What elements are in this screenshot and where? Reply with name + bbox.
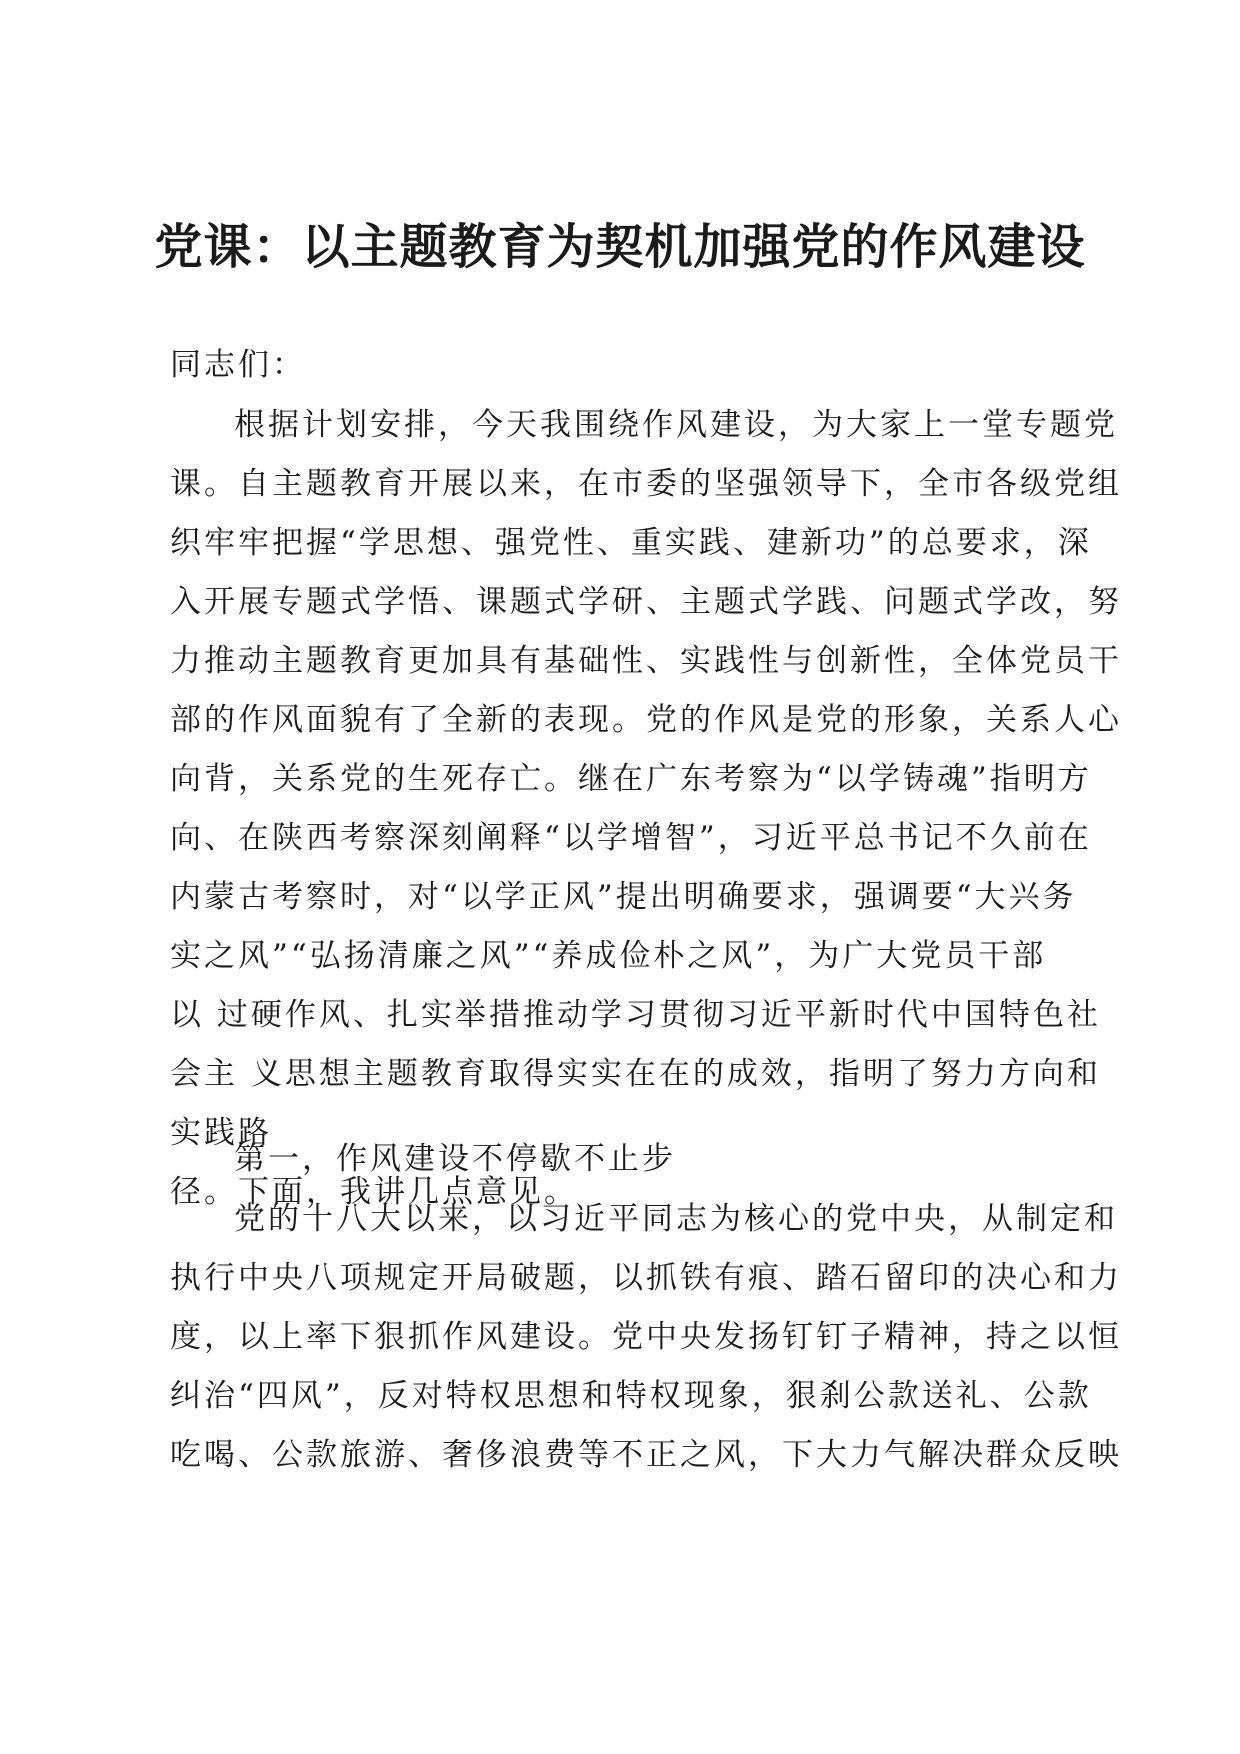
- paragraph-line: 党的十八大以来，以习近平同志为核心的党中央，从制定和: [234, 1201, 1118, 1237]
- paragraph-line: 入开展专题式学悟、课题式学研、主题式学践、问题式学改，努: [170, 584, 1122, 620]
- paragraph-line: 向、在陕西考察深刻阐释“以学增智”，习近平总书记不久前在: [170, 820, 1092, 856]
- paragraph-line: 实践路: [170, 1115, 272, 1151]
- paragraph-line: 力推动主题教育更加具有基础性、实践性与创新性，全体党员干: [170, 643, 1122, 679]
- paragraph-line: 纠治“四风”，反对特权思想和特权现象，狠刹公款送礼、公款: [170, 1378, 1092, 1414]
- document-title: 党课：以主题教育为契机加强党的作风建设: [154, 219, 1086, 275]
- paragraph-1: [170, 396, 1122, 1222]
- paragraph-line: 向背，关系党的生死存亡。继在广东考察为“以学铸魂”指明方: [170, 761, 1092, 797]
- paragraph-2: [170, 1190, 1122, 1485]
- paragraph-line: 实之风”“弘扬清廉之风”“养成俭朴之风”，为广大党员干部: [170, 938, 1047, 974]
- greeting: 同志们：: [170, 347, 306, 383]
- paragraph-line: 部的作风面貌有了全新的表现。党的作风是党的形象，关系人心: [170, 702, 1122, 738]
- paragraph-line: 织牢牢把握“学思想、强党性、重实践、建新功”的总要求，深: [170, 525, 1092, 561]
- paragraph-line: 课。自主题教育开展以来，在市委的坚强领导下，全市各级党组: [170, 466, 1122, 502]
- paragraph-line: 吃喝、公款旅游、奢侈浪费等不正之风，下大力气解决群众反映: [170, 1437, 1122, 1473]
- paragraph-line: 径。下面，我讲几点意见。: [170, 1174, 578, 1210]
- paragraph-line: 以 过硬作风、扎实举措推动学习贯彻习近平新时代中国特色社: [170, 997, 1101, 1033]
- paragraph-line: 度，以上率下狠抓作风建设。党中央发扬钉钉子精神，持之以恒: [170, 1319, 1122, 1355]
- section-heading: 第一，作风建设不停歇不止步: [234, 1141, 676, 1177]
- paragraph-line: 会主 义思想主题教育取得实实在在的成效，指明了努力方向和: [170, 1056, 1101, 1092]
- paragraph-line: 执行中央八项规定开局破题，以抓铁有痕、踏石留印的决心和力: [170, 1260, 1122, 1296]
- paragraph-line: 内蒙古考察时，对“以学正风”提出明确要求，强调要“大兴务: [170, 879, 1077, 915]
- paragraph-line: 根据计划安排，今天我围绕作风建设，为大家上一堂专题党: [234, 407, 1118, 443]
